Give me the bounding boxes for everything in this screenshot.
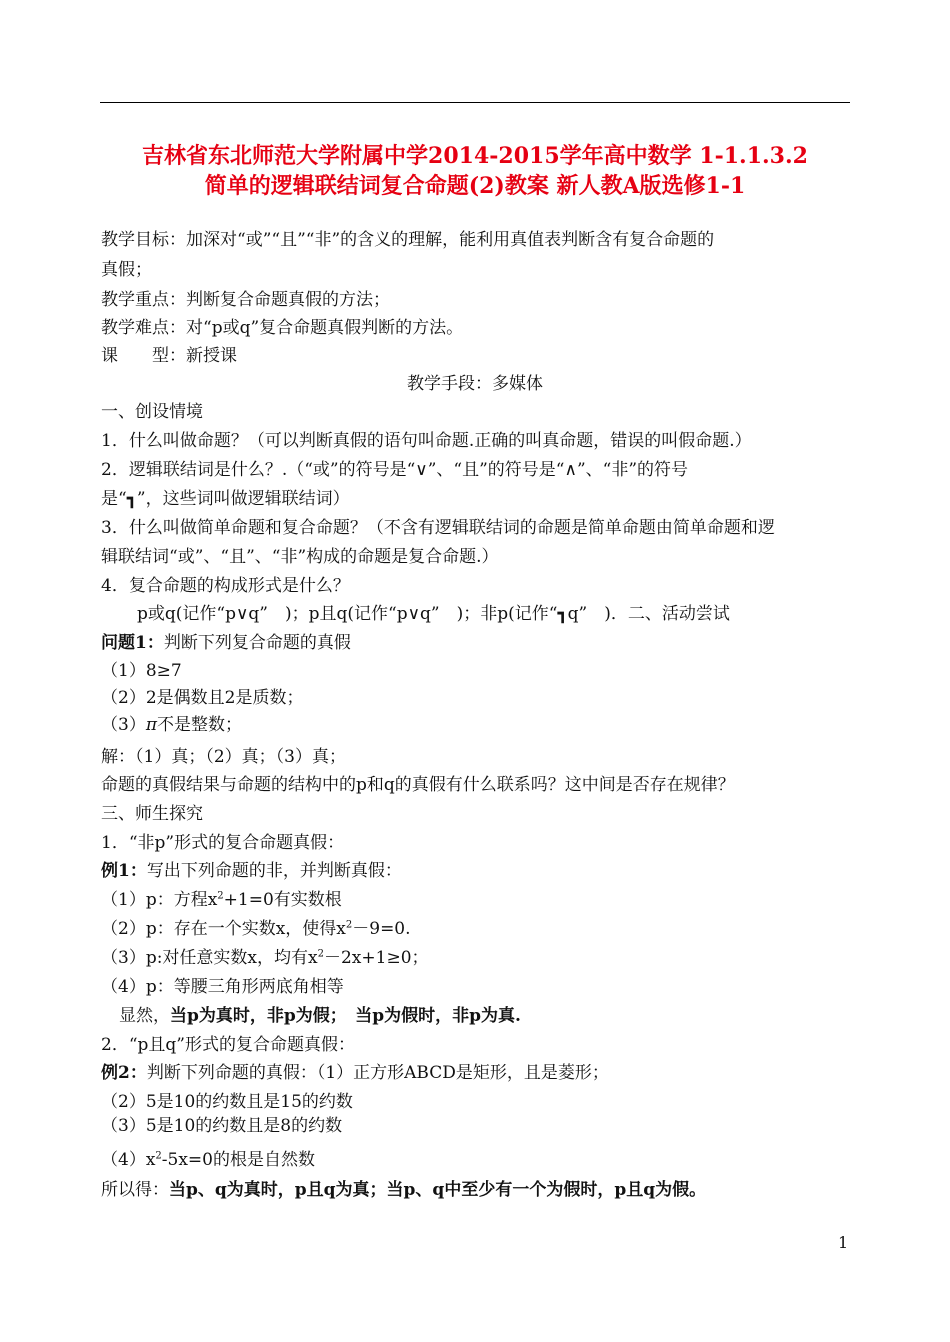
ex2-item4-sup: 2 [155,1150,162,1162]
ex1-item2-sup: 2 [345,919,353,931]
ex1-item2-b: －9=0. [352,919,411,939]
question-1: 1．什么叫做命题？（可以判断真假的语句叫命题.正确的叫真命题，错误的叫假命题.） [101,431,752,451]
example-2-conclusion [101,1178,706,1202]
question-3-line2: 辑联结词“或”、“且”、“非”构成的命题是复合命题.） [101,547,499,567]
teaching-means: 教学手段：多媒体 [407,374,543,394]
ex1-item1-sup: 2 [217,890,224,902]
problem-1-item2: （2）2是偶数且2是质数； [101,688,304,708]
problem-1-item3 [101,713,242,737]
example-1-label: 例1： [101,861,147,881]
problem-1-answer: 解：（1）真；（2）真；（3）真； [101,747,346,767]
problem-1-label: 问题1： [101,633,164,653]
teaching-difficulty: 教学难点：对“p或q”复合命题真假判断的方法。 [101,318,464,338]
ex1-item2-a: （2）p：存在一个实数x，使得x [101,919,346,939]
problem-1-question: 命题的真假结果与命题的结构中的p和q的真假有什么联系吗？这中间是否存在规律？ [101,775,735,795]
question-2-line1: 2．逻辑联结词是什么？.（“或”的符号是“∨”、“且”的符号是“∧”、“非”的符号 [101,460,689,480]
example-1-item3 [101,946,429,970]
header-rule [100,102,850,103]
ex1-item3-sup: 2 [317,948,324,960]
question-3-line1: 3．什么叫做简单命题和复合命题？（不含有逻辑联结词的命题是简单命题由简单命题和逻 [101,518,775,538]
example-2-item2: （2）5是10的约数且是15的约数 [101,1092,353,1112]
ex1-item3-a: （3）p:对任意实数x，均有x [101,948,318,968]
item3-prefix: （3） [101,715,146,735]
ex2-concl-bold: 当p、q为真时，p且q为真；当p、q中至少有一个为假时，p且q为假。 [169,1180,707,1200]
doc-title-line2: 简单的逻辑联结词复合命题(2)教案 新人教A版选修1-1 [204,173,746,199]
teaching-goal-line1: 教学目标：加深对“或”“且”“非”的含义的理解，能利用真值表判断含有复合命题的 [101,230,715,250]
item3-suffix: 不是整数； [157,715,243,735]
example-1-item1 [101,888,342,912]
example-2-item4 [101,1148,315,1172]
teaching-focus: 教学重点：判断复合命题真假的方法； [101,290,390,310]
section1-heading: 一、创设情境 [101,402,203,422]
example-1-item2 [101,917,411,941]
teaching-goal-line2: 真假； [101,260,152,280]
ex1-item1-a: （1）p：方程x [101,890,218,910]
problem-1 [101,631,351,655]
pi-symbol: π [145,715,158,735]
ex2-concl-prefix: 所以得： [101,1180,169,1200]
section3-heading: 三、师生探究 [101,804,203,824]
ex1-concl-bold: 当p为真时，非p为假； 当p为假时，非p为真. [170,1006,521,1026]
ex2-item4-a: （4）x [101,1150,156,1170]
problem-1-item1: （1）8≥7 [101,661,182,681]
example-1-item4: （4）p：等腰三角形两底角相等 [101,977,344,997]
problem-1-text: 判断下列复合命题的真假 [163,633,351,653]
compound-forms: p或q(记作“p∨q” )；p且q(记作“p∨q” )；非p(记作“┓q” )．二、活动尝试 [137,604,730,624]
ex2-item4-b: -5x=0的根是自然数 [161,1150,315,1170]
example-2-item3: （3）5是10的约数且是8的约数 [101,1116,343,1136]
example-2 [101,1061,609,1085]
example-1 [101,859,402,883]
doc-title-line1: 吉林省东北师范大学附属中学2014-2015学年高中数学 1-1.1.3.2 [142,143,808,169]
lesson-type: 课 型：新授课 [101,346,237,366]
ex1-item3-b: －2x+1≥0； [323,948,429,968]
example-2-text: 判断下列命题的真假：（1）正方形ABCD是矩形，且是菱形； [146,1063,609,1083]
example-1-conclusion [119,1004,521,1028]
example-2-label: 例2： [101,1063,147,1083]
ex1-concl-prefix: 显然， [119,1006,170,1026]
subsection-p-and-q: 2．“p且q”形式的复合命题真假： [101,1035,355,1055]
subsection-not-p: 1．“非p”形式的复合命题真假： [101,833,345,853]
question-4: 4．复合命题的构成形式是什么？ [101,576,350,596]
ex1-item1-b: +1=0有实数根 [223,890,342,910]
question-2-line2: 是“┓”，这些词叫做逻辑联结词） [101,489,350,509]
example-1-text: 写出下列命题的非，并判断真假： [146,861,402,881]
page-number: 1 [838,1233,849,1252]
